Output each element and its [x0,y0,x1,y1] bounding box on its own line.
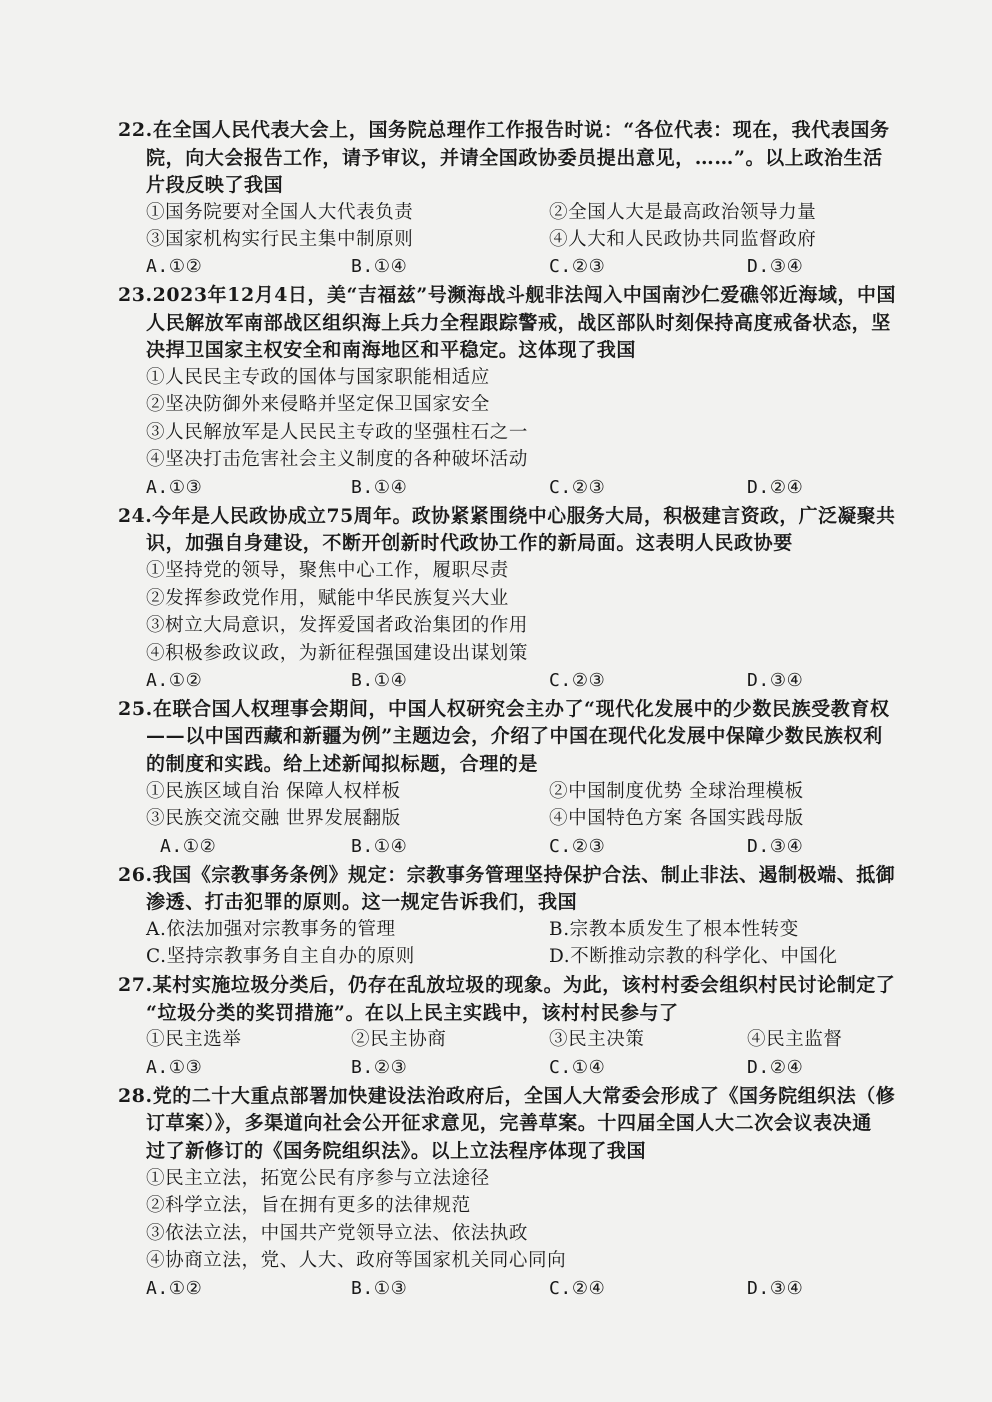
question-25-statement-1: ①民族区域自治 保障人权样板 [146,781,401,802]
question-23-statement-1: ①人民民主专政的国体与国家职能相适应 [146,367,490,388]
question-27-choice-d: D.②④ [747,1057,804,1078]
question-25-statement-3: ③民族交流交融 世界发展翻版 [146,808,401,829]
question-22-statement-2: ②全国人大是最高政治领导力量 [549,202,817,223]
question-28-choice-d: D.③④ [747,1278,804,1299]
question-28-stem-line-2: 订草案）》，多渠道向社会公开征求意见，完善草案。十四届全国人大二次会议表决通 [146,1112,872,1134]
question-22-choice-b: B.①④ [351,256,408,277]
question-22-choice-a: A.①② [146,256,203,277]
question-27-statement-1: ①民主选举 [146,1029,242,1050]
question-23-stem-line-3: 决捍卫国家主权安全和南海地区和平稳定。这体现了我国 [146,339,637,361]
question-23-choice-a: A.①③ [146,477,203,498]
question-23-choice-c: C.②③ [549,477,606,498]
question-26-stem-line-2: 渗透、打击犯罪的原则。这一规定告诉我们，我国 [146,891,578,913]
question-24-statement-2: ②发挥参政党作用，赋能中华民族复兴大业 [146,588,509,609]
question-26-option-a: A.依法加强对宗教事务的管理 [146,919,396,940]
question-25-stem-line-1: 25.在联合国人权理事会期间，中国人权研究会主办了“现代化发展中的少数民族受教育权 [118,698,890,720]
question-25-choice-a: A.①② [160,836,217,857]
question-26-option-d: D.不断推动宗教的科学化、中国化 [549,946,838,967]
question-28-statement-3: ③依法立法，中国共产党领导立法、依法执政 [146,1223,529,1244]
question-27-choice-a: A.①③ [146,1057,203,1078]
question-22-statement-3: ③国家机构实行民主集中制原则 [146,229,414,250]
question-24-statement-1: ①坚持党的领导，聚焦中心工作，履职尽责 [146,560,509,581]
question-23-choice-d: D.②④ [747,477,804,498]
question-24-statement-3: ③树立大局意识，发挥爱国者政治集团的作用 [146,615,529,636]
question-23-choice-b: B.①④ [351,477,408,498]
question-22-choice-c: C.②③ [549,256,606,277]
question-22-statement-4: ④人大和人民政协共同监督政府 [549,229,817,250]
question-22-statement-1: ①国务院要对全国人大代表负责 [146,202,414,223]
question-26-option-c: C.坚持宗教事务自主自办的原则 [146,946,415,967]
question-28-stem-line-1: 28.党的二十大重点部署加快建设法治政府后，全国人大常委会形成了《国务院组织法（修 [118,1085,896,1107]
question-25-stem-line-3: 的制度和实践。给上述新闻拟标题，合理的是 [146,753,539,775]
question-28-statement-1: ①民主立法，拓宽公民有序参与立法途径 [146,1168,490,1189]
question-27-stem-line-2: “垃圾分类的奖罚措施”。在以上民主实践中，该村村民参与了 [146,1002,679,1024]
question-23-statement-4: ④坚决打击危害社会主义制度的各种破坏活动 [146,449,529,470]
question-23-stem-line-2: 人民解放军南部战区组织海上兵力全程跟踪警戒，战区部队时刻保持高度戒备状态，坚 [146,312,891,334]
question-23-statement-3: ③人民解放军是人民民主专政的坚强柱石之一 [146,422,529,443]
question-22-stem-line-2: 院，向大会报告工作，请予审议，并请全国政协委员提出意见，……”。以上政治生活 [146,147,883,169]
question-25-choice-d: D.③④ [747,836,804,857]
question-24-choice-a: A.①② [146,670,203,691]
question-25-choice-c: C.②③ [549,836,606,857]
question-26-stem-line-1: 26.我国《宗教事务条例》规定：宗教事务管理坚持保护合法、制止非法、遏制极端、抵御 [118,864,896,886]
question-26-option-b: B.宗教本质发生了根本性转变 [549,919,799,940]
question-27-stem-line-1: 27.某村实施垃圾分类后，仍存在乱放垃圾的现象。为此，该村村委会组织村民讨论制定了 [118,974,896,996]
question-22-choice-d: D.③④ [747,256,804,277]
question-28-choice-b: B.①③ [351,1278,408,1299]
question-24-stem-line-1: 24.今年是人民政协成立75周年。政协紧紧围绕中心服务大局，积极建言资政，广泛凝聚共 [118,505,896,527]
question-24-statement-4: ④积极参政议政，为新征程强国建设出谋划策 [146,643,529,664]
question-27-statement-2: ②民主协商 [351,1029,447,1050]
question-27-choice-c: C.①④ [549,1057,606,1078]
question-27-statement-4: ④民主监督 [747,1029,843,1050]
question-25-statement-2: ②中国制度优势 全球治理模板 [549,781,804,802]
question-28-statement-2: ②科学立法，旨在拥有更多的法律规范 [146,1195,471,1216]
question-24-stem-line-2: 识，加强自身建设，不断开创新时代政协工作的新局面。这表明人民政协要 [146,532,793,554]
question-28-stem-line-3: 过了新修订的《国务院组织法》。以上立法程序体现了我国 [146,1140,647,1162]
question-22-stem-line-1: 22.在全国人民代表大会上，国务院总理作工作报告时说：“各位代表：现在，我代表国务 [118,119,890,141]
question-25-statement-4: ④中国特色方案 各国实践母版 [549,808,804,829]
question-22-stem-line-3: 片段反映了我国 [146,174,284,196]
question-25-choice-b: B.①④ [351,836,408,857]
question-28-statement-4: ④协商立法，党、人大、政府等国家机关同心同向 [146,1250,567,1271]
question-24-choice-c: C.②③ [549,670,606,691]
question-28-choice-c: C.②④ [549,1278,606,1299]
question-24-choice-b: B.①④ [351,670,408,691]
question-27-choice-b: B.②③ [351,1057,408,1078]
question-27-statement-3: ③民主决策 [549,1029,645,1050]
question-23-statement-2: ②坚决防御外来侵略并坚定保卫国家安全 [146,394,490,415]
question-23-stem-line-1: 23.2023年12月4日，美“吉福兹”号濒海战斗舰非法闯入中国南沙仁爱礁邻近海域，中国 [118,284,896,306]
question-25-stem-line-2: ——以中国西藏和新疆为例”主题边会，介绍了中国在现代化发展中保障少数民族权利 [146,725,883,747]
question-24-choice-d: D.③④ [747,670,804,691]
question-28-choice-a: A.①② [146,1278,203,1299]
